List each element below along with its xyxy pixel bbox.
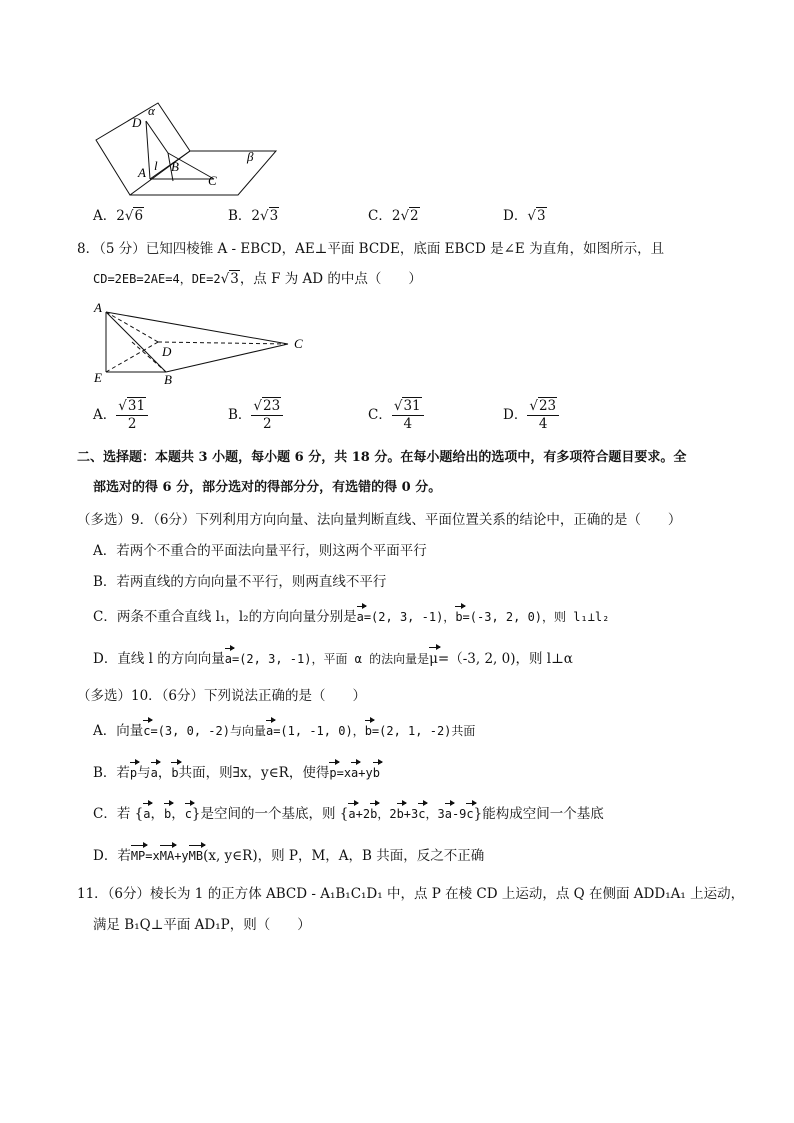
q7-option-c: C．2√2 <box>368 208 419 224</box>
q9-option-b: B．若两直线的方向向量不平行，则两直线不平行 <box>93 574 387 590</box>
q9-option-d: D．直线 l 的方向向量a=(2, 3, -1)，平面 α 的法向量是μ=（-3, 2, 0)，则 l⊥α <box>93 651 573 667</box>
q9-option-a: A．若两个不重合的平面法向量平行，则这两个平面平行 <box>93 543 427 559</box>
q11-stem-line1: 11．（6分）棱长为 1 的正方体 ABCD - A₁B₁C₁D₁ 中，点 P 在棱 CD 上运动，点 Q 在侧面 ADD₁A₁ 上运动， <box>77 886 745 902</box>
q8-label-d: D <box>162 344 172 359</box>
q7-label-d: D <box>132 115 142 130</box>
q10-option-b: B．若p与a，b共面，则∃x，y∈R，使得p=xa+yb <box>93 765 380 781</box>
q8-figure <box>88 298 318 390</box>
q7-option-d: D．√3 <box>503 208 546 224</box>
q11-stem-line2: 满足 B₁Q⊥平面 AD₁P，则（ ） <box>93 917 311 933</box>
q10-option-a: A．向量c=(3, 0, -2)与向量a=(1, -1, 0)，b=(2, 1, -2)共面 <box>93 723 476 739</box>
q7-label-a: A <box>138 165 146 180</box>
q8-option-c: C． $\frac{√31}{4}$ <box>368 398 424 433</box>
q7-option-b: B．2√3 <box>228 208 279 224</box>
q9-stem: （多选）9．（6分）下列利用方向向量、法向量判断直线、平面位置关系的结论中，正确的是（ ） <box>77 512 682 528</box>
q8-label-a: A <box>94 300 102 315</box>
q9-option-c: C．两条不重合直线 l₁，l₂的方向向量分别是a=(2, 3, -1)，b=(-3, 2, 0)，则 l₁⊥l₂ <box>93 609 610 625</box>
q10-option-d: D．若MP=xMA+yMB(x, y∈R)，则 P，M，A，B 共面，反之不正确 <box>93 848 485 864</box>
q8-stem-line2: CD=2EB=2AE=4，DE=2√3，点 F 为 AD 的中点（ ） <box>93 271 422 287</box>
q7-label-b: B <box>171 159 179 174</box>
q8-stem-line1: 8．（5 分）已知四棱锥 A - EBCD，AE⊥平面 BCDE，底面 EBCD 是∠E 为直角，如图所示，且 <box>77 241 665 257</box>
q7-label-alpha: α <box>148 103 155 118</box>
q8-label-b: B <box>164 372 172 387</box>
q10-option-c: C．若 {a，b，c}是空间的一个基底，则 {a+2b，2b+3c，3a-9c}能构成空间一个基底 <box>93 806 604 822</box>
q10-stem: （多选）10．（6分）下列说法正确的是（ ） <box>77 688 367 704</box>
q8-option-a: A． $\frac{√31}{2}$ <box>93 398 148 433</box>
q7-label-beta: β <box>247 149 254 164</box>
q8-label-c: C <box>294 336 303 351</box>
q8-label-e: E <box>94 370 102 385</box>
q7-option-a: A．2√6 <box>93 208 144 224</box>
q7-label-c: C <box>208 173 217 188</box>
q7-label-l: l <box>154 158 158 173</box>
q7-figure <box>90 95 290 205</box>
q8-option-b: B． $\frac{√23}{2}$ <box>228 398 283 433</box>
q8-option-d: D． $\frac{√23}{4}$ <box>503 398 559 433</box>
section2-line1: 二、选择题：本题共 3 小题，每小题 6 分，共 18 分。在每小题给出的选项中，有多项符合题目要求。全 <box>77 450 687 465</box>
section2-line2: 部选对的得 6 分，部分选对的得部分分，有选错的得 0 分。 <box>93 480 442 495</box>
